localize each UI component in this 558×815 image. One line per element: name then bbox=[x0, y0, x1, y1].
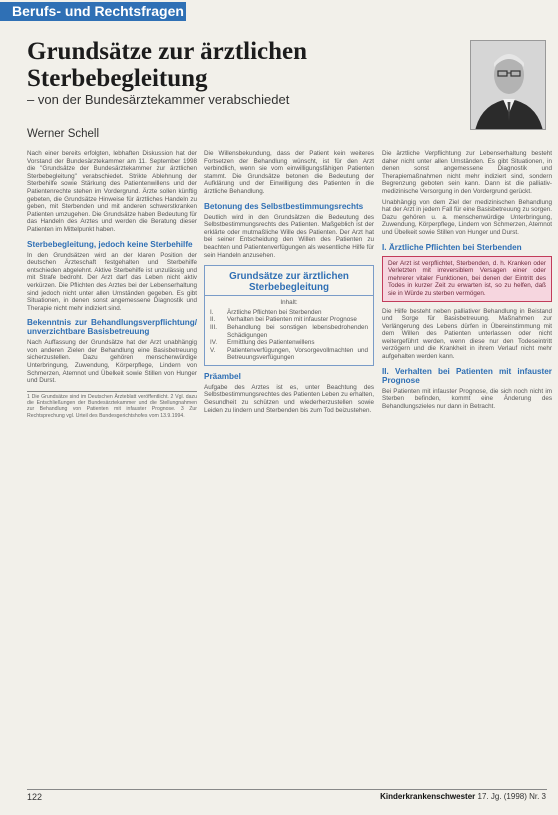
contents-box bbox=[204, 265, 374, 366]
publication-issue: 17. Jg. (1998) Nr. 3 bbox=[477, 792, 546, 801]
contents-label: Inhalt: bbox=[280, 299, 298, 307]
author-portrait-image bbox=[471, 41, 546, 130]
toc-text: Verhalten bei Patienten mit infauster Prognose bbox=[227, 316, 357, 324]
page-number: 122 bbox=[27, 792, 43, 802]
body-paragraph: Nach Auffassung der Grundsätze hat der Arzt unabhängig von anderen Zielen der Behandlung eine Basisbetreuung sicherzustellen. Dazu gehören menschenwürdige Unterbringung, Zuwendung, Körperpflege, Lindern von Schmerzen, Atemnot und Übelkeit sowie Stillen von Hunger und Durst. bbox=[27, 339, 197, 385]
toc-text: Ermittlung des Patientenwillens bbox=[227, 339, 315, 347]
section-heading: I. Ärztliche Pflichten bei Sterbenden bbox=[382, 242, 522, 252]
section-heading: II. Verhalten bei Patienten mit infauster Prognose bbox=[382, 366, 552, 385]
toc-number: IV. bbox=[210, 339, 218, 347]
toc-text: Patientenverfügungen, Vorsorgevollmachten und Betreuungsverfügungen bbox=[227, 346, 368, 362]
toc-number: I. bbox=[210, 308, 214, 316]
toc-number: III. bbox=[210, 323, 217, 331]
toc-item bbox=[210, 316, 368, 324]
contents-box-body bbox=[205, 296, 373, 365]
toc-item bbox=[210, 347, 368, 362]
column-3 bbox=[382, 150, 552, 413]
publication-info bbox=[380, 792, 546, 801]
toc-item bbox=[210, 309, 368, 317]
article-subtitle: – von der Bundesärztekammer verabschiedet bbox=[27, 92, 290, 107]
column-2 bbox=[204, 150, 374, 417]
section-heading: Präambel bbox=[204, 371, 241, 381]
body-paragraph: Bei Patienten mit infauster Prognose, die sich noch nicht im Sterben befinden, kommt eine Änderung des Behandlungszieles nur dann in Betracht. bbox=[382, 387, 552, 410]
body-paragraph: In den Grundsätzen wird an der klaren Position der deutschen Ärzteschaft festgehalten und Sterbehilfe entschieden abgelehnt. Aktive Sterbehilfe ist unzulässig und mit Strafe bedroht. Der Arzt darf das Leben nicht aktiv verkürzen. Die Pflichten des Arztes bei der Lebenserhaltung sind jedoch nicht unter allen Umständen gegeben. Es gibt Situationen, in denen sonst angemessene Diagnostik und Therapie nicht mehr indiziert sind. bbox=[27, 251, 197, 312]
body-paragraph: Die ärztliche Verpflichtung zur Lebenserhaltung besteht daher nicht unter allen Umständen. Es gibt Situationen, in denen sonst angemessene Diagnostik und Therapiemaßnahmen nicht mehr indiziert sind, sondern Begrenzung geboten sein kann. Dann ist die palliativ-medizinische Versorgung in den Vordergrund gerückt. bbox=[382, 150, 552, 195]
section-banner: Berufs- und Rechtsfragen bbox=[0, 2, 186, 21]
contents-box-title: Grundsätze zur ärztlichen Sterbebegleitung bbox=[205, 266, 373, 296]
body-paragraph: Aufgabe des Arztes ist es, unter Beachtung des Selbstbestimmungsrechtes des Patienten Leben zu erhalten, Gesundheit zu schützen und wiederherzustellen sowie Leiden zu lindern und Sterbenden bis zum Tod beizustehen. bbox=[204, 383, 374, 414]
intro-paragraph: Nach einer bereits erfolgten, lebhaften Diskussion hat der Vorstand der Bundesärztekammer am 11. September 1998 die "Grundsätze der Bundesärztekammer zur ärztlichen Sterbebegleitung" verabschiedet. Strikte Ablehnung der Sterbehilfe sowie Stärkung des Patientenwillens und der Patientenrechte stehen im Vordergrund. Ärzte sollen künftig gebeten, die Grundsätze Hinweise für ärztliches Handeln zu geben, mit Sterbenden und mit anderen schwerstkranken Patienten umzugehen. Die Grundsätze haben Bedeutung für das Handeln des Arztes und werden die Beratung dieser Patienten im Mittelpunkt haben. bbox=[27, 150, 197, 233]
section-heading: Bekenntnis zur Behandlungsverpflichtung/ unverzichtbare Basisbetreuung bbox=[27, 318, 197, 337]
footnotes: 1 Die Grundsätze sind im Deutschen Ärzteblatt veröffentlicht. 2 Vgl. dazu die Entschließungen der Bundesärztekammer und die Stellungnahmen zur Behandlung von Patienten mit infauster Prognose. 3 Zur Rechtsprechung vgl. Urteil des Bundesgerichtshofes vom 13.9.1994. bbox=[27, 391, 197, 419]
article-author: Werner Schell bbox=[27, 128, 100, 140]
toc-item bbox=[210, 324, 368, 339]
section-heading: Sterbebegleitung, jedoch keine Sterbehilfe bbox=[27, 239, 193, 249]
body-paragraph: Die Willensbekundung, dass der Patient kein weiteres Fortsetzen der Behandlung wünscht, ist für den Arzt verbindlich, wenn sie vom einwilligungsfähigen Patienten stammt. Die Grundsätze betonen die Bedeutung der Aufklärung und der Einwilligung des Patienten in die ärztliche Behandlung. bbox=[204, 150, 374, 195]
toc-text: Behandlung bei sonstigen lebensbedrohenden Schädigungen bbox=[227, 323, 368, 339]
section-heading: Betonung des Selbstbestimmungsrechts bbox=[204, 201, 364, 211]
toc-number: V. bbox=[210, 346, 216, 354]
toc-item bbox=[210, 339, 368, 347]
body-paragraph: Die Hilfe besteht neben palliativer Behandlung in Beistand und Sorge für Basisbetreuung. Maßnahmen zur Verlängerung des Lebens dürfen in Übereinstimmung mit dem Willen des Patienten unterlassen oder nicht weitergeführt werden, wenn diese nur den Todeseintritt verzögern und die Krankheit in ihrem Verlauf nicht mehr aufgehalten werden kann. bbox=[382, 307, 552, 361]
toc-number: II. bbox=[210, 316, 216, 324]
body-paragraph: Deutlich wird in den Grundsätzen die Bedeutung des Selbstbestimmungsrechts des Patienten. Maßgeblich ist der erklärte oder mutmaßliche Wille des Patienten. Der Arzt hat bei seiner Entscheidung den Willen des Patienten zu beachten und Patientenverfügungen als wesentliche Hilfe für sein Handeln anzusehen. bbox=[204, 213, 374, 259]
toc-text: Ärztliche Pflichten bei Sterbenden bbox=[227, 308, 322, 316]
footer-rule bbox=[27, 789, 547, 790]
column-1 bbox=[27, 150, 197, 419]
body-paragraph: Unabhängig von dem Ziel der medizinischen Behandlung hat der Arzt in jedem Fall für eine Basisbetreuung zu sorgen. Dazu gehören u. a. menschenwürdige Unterbringung, Zuwendung, Körperpflege, Lindern von Schmerzen, Atemnot und Übelkeit sowie Stillen von Hunger und Durst. bbox=[382, 198, 552, 236]
article-title: Grundsätze zur ärztlichen Sterbebegleitung bbox=[27, 38, 308, 92]
author-photo bbox=[470, 40, 546, 130]
publication-name: Kinderkrankenschwester bbox=[380, 792, 476, 801]
highlighted-quote: Der Arzt ist verpflichtet, Sterbenden, d. h. Kranken oder Verletzten mit irreversiblem Versagen einer oder mehrerer vitaler Funktionen, bei denen der Eintritt des Todes in kurzer Zeit zu erwarten ist, so zu helfen, daß sie in Würde zu sterben vermögen. bbox=[382, 256, 552, 302]
